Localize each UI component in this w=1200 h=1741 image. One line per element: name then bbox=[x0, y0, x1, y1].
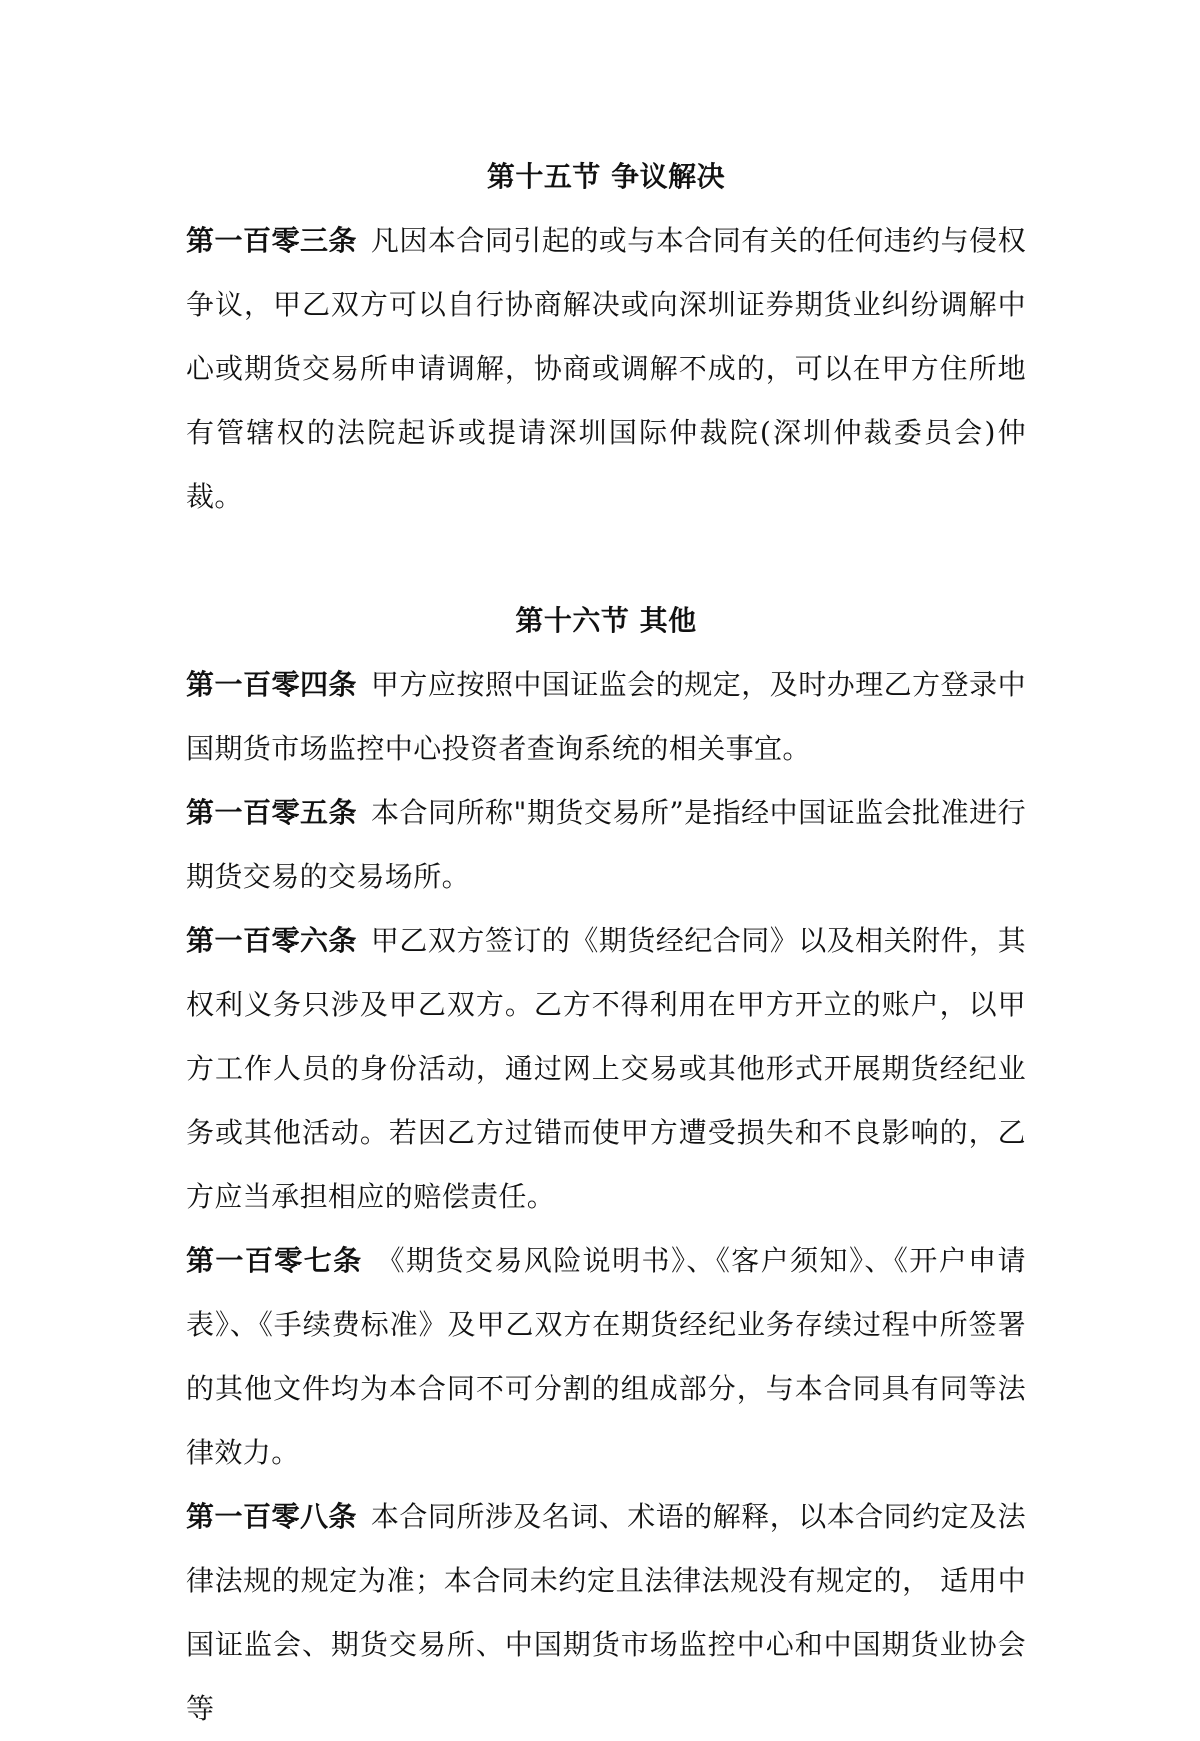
article-text: 凡因本合同引起的或与本合同有关的任何违约与侵权争议，甲乙双方可以自行协商解决或向深圳证券期货业纠纷调解中心或期货交易所申请调解，协商或调解不成的，可以在甲方住所地有管辖权的法院起诉或提请深圳国际仲裁院(深圳仲裁委员会)仲裁。 bbox=[186, 224, 1027, 513]
section-title-15: 第十五节 争议解决 bbox=[486, 160, 726, 193]
article-number: 第一百零七条 bbox=[186, 1244, 363, 1277]
article-text: 本合同所称"期货交易所”是指经中国证监会批准进行期货交易的交易场所。 bbox=[186, 796, 1026, 893]
article-text: 《期货交易风险说明书》、《客户须知》、《开户申请表》、《手续费标准》及甲乙双方在期货经纪业务存续过程中所签署的其他文件均为本合同不可分割的组成部分，与本合同具有同等法律效力。 bbox=[186, 1244, 1026, 1469]
article-107 bbox=[186, 1229, 1026, 1485]
article-108 bbox=[186, 1485, 1026, 1741]
article-text: 本合同所涉及名词、术语的解释，以本合同约定及法律法规的规定为准；本合同未约定且法律法规没有规定的， 适用中国证监会、期货交易所、中国期货市场监控中心和中国期货业协会等 bbox=[186, 1500, 1027, 1725]
article-104 bbox=[186, 653, 1026, 781]
article-105 bbox=[186, 781, 1026, 909]
article-number: 第一百零四条 bbox=[186, 668, 357, 701]
article-103 bbox=[186, 209, 1026, 529]
article-number: 第一百零三条 bbox=[186, 224, 357, 257]
document-body bbox=[186, 145, 1026, 1741]
article-text: 甲方应按照中国证监会的规定，及时办理乙方登录中国期货市场监控中心投资者查询系统的相关事宜。 bbox=[186, 668, 1027, 765]
article-text: 甲乙双方签订的《期货经纪合同》以及相关附件，其权利义务只涉及甲乙双方。乙方不得利用在甲方开立的账户，以甲方工作人员的身份活动，通过网上交易或其他形式开展期货经纪业务或其他活动。若因乙方过错而使甲方遭受损失和不良影响的，乙方应当承担相应的赔偿责任。 bbox=[186, 924, 1027, 1213]
section-title-16: 第十六节 其他 bbox=[515, 604, 697, 637]
article-number: 第一百零五条 bbox=[186, 796, 357, 829]
article-106 bbox=[186, 909, 1026, 1229]
article-number: 第一百零八条 bbox=[186, 1500, 357, 1533]
article-number: 第一百零六条 bbox=[186, 924, 357, 957]
